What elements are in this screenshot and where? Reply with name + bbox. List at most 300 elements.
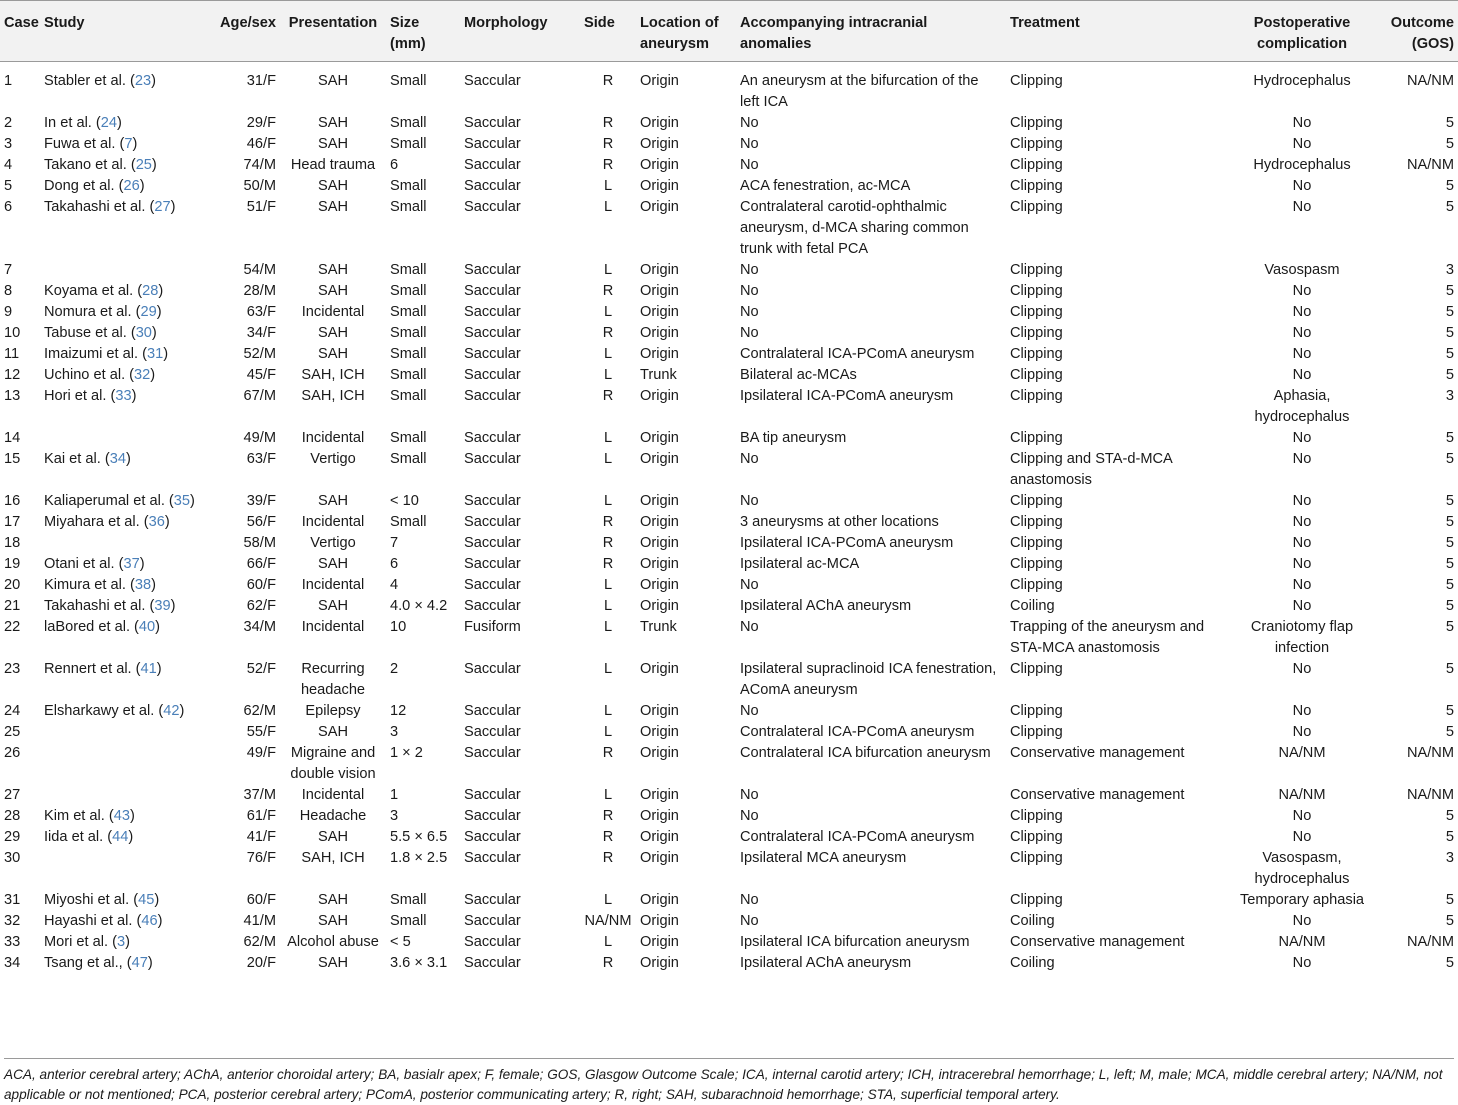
size-cell: Small	[390, 262, 427, 278]
case-cell: 2	[4, 115, 13, 131]
age-cell: 61/F	[246, 808, 276, 824]
side-cell: L	[603, 451, 613, 467]
table-row	[0, 449, 1458, 491]
case-cell: 23	[4, 661, 21, 677]
gos-cell: NA/NM	[1406, 934, 1454, 950]
anom-cell: Ipsilateral AChA aneurysm	[740, 955, 912, 971]
anom-cell: No	[740, 493, 759, 509]
pres-cell: Recurring headache	[300, 661, 366, 698]
treat-cell: Clipping and STA-d-MCA anastomosis	[1010, 451, 1172, 488]
morph-cell: Saccular	[464, 283, 521, 299]
treat-cell: Clipping	[1010, 157, 1063, 173]
age-cell: 46/F	[246, 136, 276, 152]
size-cell: Small	[390, 73, 427, 89]
table-row	[0, 827, 1458, 848]
size-cell: Small	[390, 388, 427, 404]
table-row	[0, 701, 1458, 722]
reference-link[interactable]: 23	[134, 73, 152, 89]
anom-cell: Ipsilateral ICA-PComA aneurysm	[740, 535, 954, 551]
size-cell: < 10	[390, 493, 419, 509]
study-cell: Nomura et al. (29)	[44, 304, 162, 320]
anom-cell: 3 aneurysms at other locations	[740, 514, 939, 530]
treat-cell: Clipping	[1010, 724, 1063, 740]
case-cell: 9	[4, 304, 13, 320]
comp-cell: No	[1292, 367, 1312, 383]
comp-cell: No	[1292, 136, 1312, 152]
anom-cell: ACA fenestration, ac-MCA	[740, 178, 911, 194]
comp-cell: No	[1292, 598, 1312, 614]
gos-cell: 5	[1445, 199, 1454, 215]
gos-cell: 5	[1445, 136, 1454, 152]
comp-cell: No	[1292, 535, 1312, 551]
side-cell: L	[603, 703, 613, 719]
morph-cell: Saccular	[464, 514, 521, 530]
age-cell: 66/F	[246, 556, 276, 572]
treat-cell: Clipping	[1010, 304, 1063, 320]
study-name: Hori et al.	[44, 388, 107, 404]
anom-cell: Contralateral ICA-PComA aneurysm	[740, 724, 975, 740]
loc-cell: Origin	[640, 556, 679, 572]
comp-cell: NA/NM	[1278, 934, 1326, 950]
comp-cell: Vasospasm	[1264, 262, 1340, 278]
case-cell: 32	[4, 913, 21, 929]
loc-cell: Origin	[640, 808, 679, 824]
morph-cell: Saccular	[464, 934, 521, 950]
morph-cell: Saccular	[464, 178, 521, 194]
loc-cell: Origin	[640, 787, 679, 803]
reference-link[interactable]: 41	[140, 661, 157, 677]
pres-cell: SAH	[317, 598, 348, 614]
anom-cell: Bilateral ac-MCAs	[740, 367, 857, 383]
case-cell: 1	[4, 73, 13, 89]
side-cell: L	[603, 346, 613, 362]
gos-cell: 5	[1445, 304, 1454, 320]
study-name: Takano et al.	[44, 157, 127, 173]
comp-cell: Temporary aphasia	[1239, 892, 1365, 908]
side-cell: L	[603, 724, 613, 740]
case-cell: 15	[4, 451, 21, 467]
table-row	[0, 344, 1458, 365]
side-cell: R	[602, 136, 614, 152]
gos-cell: 5	[1445, 577, 1454, 593]
table-footnote: ACA, anterior cerebral artery; AChA, anterior choroidal artery; BA, basialr apex; F, female; GOS, Glasgow Outcome Scale; ICA, internal carotid artery; ICH, intracerebral hemorrhage; L, left; M, male; MCA, middle cerebral artery; NA/NM, not applicable or not mentioned; PCA, posterior cerebral artery; PComA, posterior communicating artery; R, right; SAH, subarachnoid hemorrhage; STA, superficial temporal artery.	[4, 1058, 1454, 1105]
treat-cell: Coiling	[1010, 913, 1055, 929]
reference-link[interactable]: 7	[124, 136, 133, 152]
study-name: Elsharkawy et al.	[44, 703, 155, 719]
header-cell: Treatment	[1006, 1, 1234, 62]
age-cell: 74/M	[243, 157, 276, 173]
reference-link[interactable]: 38	[134, 577, 152, 593]
treat-cell: Clipping	[1010, 535, 1063, 551]
morph-cell: Saccular	[464, 136, 521, 152]
anom-cell: No	[740, 808, 759, 824]
case-cell: 19	[4, 556, 21, 572]
comp-cell: No	[1292, 346, 1312, 362]
age-cell: 34/M	[243, 619, 276, 635]
comp-cell: No	[1292, 955, 1312, 971]
side-cell: L	[603, 178, 613, 194]
anom-cell: No	[740, 703, 759, 719]
side-cell: L	[603, 577, 613, 593]
age-cell: 49/F	[246, 745, 276, 761]
study-cell: Rennert et al. (41)	[44, 661, 162, 677]
case-cell: 13	[4, 388, 21, 404]
anom-cell: No	[740, 262, 759, 278]
age-cell: 20/F	[246, 955, 276, 971]
header-cell: Side	[580, 1, 636, 62]
anom-cell: No	[740, 304, 759, 320]
age-cell: 52/M	[243, 346, 276, 362]
reference-link[interactable]: 46	[141, 913, 158, 929]
size-cell: 6	[390, 157, 399, 173]
loc-cell: Origin	[640, 346, 679, 362]
morph-cell: Saccular	[464, 598, 521, 614]
reference-link[interactable]: 45	[138, 892, 155, 908]
loc-cell: Origin	[640, 115, 679, 131]
treat-cell: Clipping	[1010, 556, 1063, 572]
loc-cell: Trunk	[640, 619, 677, 635]
table-row	[0, 113, 1458, 134]
treat-cell: Coiling	[1010, 598, 1055, 614]
reference-link[interactable]: 26	[123, 178, 140, 194]
table-row	[0, 932, 1458, 953]
table-row	[0, 848, 1458, 890]
treat-cell: Clipping	[1010, 514, 1063, 530]
age-cell: 56/F	[246, 514, 276, 530]
study-name: Tabuse et al.	[44, 325, 127, 341]
treat-cell: Clipping	[1010, 808, 1063, 824]
treat-cell: Clipping	[1010, 850, 1063, 866]
reference-link[interactable]: 29	[140, 304, 157, 320]
reference-link[interactable]: 32	[134, 367, 151, 383]
case-cell: 16	[4, 493, 21, 509]
reference-link[interactable]: 31	[147, 346, 164, 362]
pres-cell: Alcohol abuse	[287, 934, 379, 950]
treat-cell: Conservative management	[1010, 934, 1185, 950]
loc-cell: Origin	[640, 892, 679, 908]
gos-cell: 5	[1445, 367, 1454, 383]
age-cell: 50/M	[243, 178, 276, 194]
comp-cell: No	[1292, 493, 1312, 509]
side-cell: R	[602, 535, 614, 551]
reference-link[interactable]: 25	[135, 157, 152, 173]
morph-cell: Saccular	[464, 346, 521, 362]
size-cell: Small	[390, 514, 427, 530]
pres-cell: Incidental	[301, 304, 365, 320]
header-cell: Postoperative complication	[1234, 1, 1370, 62]
pres-cell: SAH	[317, 115, 348, 131]
comp-cell: NA/NM	[1278, 745, 1326, 761]
age-cell: 58/M	[243, 535, 276, 551]
morph-cell: Saccular	[464, 262, 521, 278]
study-cell: Hori et al. (33)	[44, 388, 137, 404]
study-cell: Kimura et al. (38)	[44, 577, 156, 593]
reference-link[interactable]: 43	[113, 808, 130, 824]
morph-cell: Saccular	[464, 724, 521, 740]
loc-cell: Origin	[640, 934, 679, 950]
comp-cell: No	[1292, 304, 1312, 320]
loc-cell: Origin	[640, 388, 679, 404]
pres-cell: SAH	[317, 136, 348, 152]
size-cell: Small	[390, 136, 427, 152]
anom-cell: Contralateral ICA bifurcation aneurysm	[740, 745, 991, 761]
morph-cell: Saccular	[464, 703, 521, 719]
case-cell: 18	[4, 535, 21, 551]
pres-cell: Migraine and double vision	[290, 745, 376, 782]
study-cell: Stabler et al. (23)	[44, 73, 156, 89]
case-cell: 26	[4, 745, 21, 761]
table-row	[0, 890, 1458, 911]
study-name: Mori et al.	[44, 934, 109, 950]
size-cell: 6	[390, 556, 399, 572]
comp-cell: Hydrocephalus	[1253, 157, 1351, 173]
loc-cell: Origin	[640, 598, 679, 614]
gos-cell: 5	[1445, 514, 1454, 530]
study-name: Takahashi et al.	[44, 199, 146, 215]
table-row	[0, 323, 1458, 344]
header-cell: Size (mm)	[386, 1, 460, 62]
table-row	[0, 62, 1458, 114]
table-row	[0, 512, 1458, 533]
age-cell: 63/F	[246, 451, 276, 467]
morph-cell: Saccular	[464, 892, 521, 908]
size-cell: 3	[390, 724, 399, 740]
study-cell: Dong et al. (26)	[44, 178, 145, 194]
pres-cell: SAH, ICH	[301, 388, 365, 404]
study-cell: Otani et al. (37)	[44, 556, 145, 572]
header-cell: Outcome (GOS)	[1370, 1, 1458, 62]
reference-link[interactable]: 33	[115, 388, 132, 404]
side-cell: R	[602, 325, 614, 341]
comp-cell: No	[1292, 325, 1312, 341]
morph-cell: Saccular	[464, 745, 521, 761]
case-cell: 17	[4, 514, 21, 530]
morph-cell: Saccular	[464, 115, 521, 131]
size-cell: Small	[390, 451, 427, 467]
reference-link[interactable]: 3	[117, 934, 126, 950]
reference-link[interactable]: 42	[163, 703, 180, 719]
study-cell: Iida et al. (44)	[44, 829, 134, 845]
table-row	[0, 386, 1458, 428]
size-cell: < 5	[390, 934, 411, 950]
age-cell: 29/F	[246, 115, 276, 131]
gos-cell: 5	[1445, 451, 1454, 467]
loc-cell: Origin	[640, 514, 679, 530]
morph-cell: Saccular	[464, 787, 521, 803]
loc-cell: Origin	[640, 745, 679, 761]
study-name: Dong et al.	[44, 178, 115, 194]
treat-cell: Conservative management	[1010, 745, 1185, 761]
comp-cell: Hydrocephalus	[1253, 73, 1351, 89]
gos-cell: 5	[1445, 178, 1454, 194]
table-row	[0, 176, 1458, 197]
morph-cell: Saccular	[464, 325, 521, 341]
case-cell: 12	[4, 367, 21, 383]
loc-cell: Origin	[640, 430, 679, 446]
table-row	[0, 953, 1458, 974]
morph-cell: Saccular	[464, 388, 521, 404]
gos-cell: 5	[1445, 703, 1454, 719]
size-cell: Small	[390, 346, 427, 362]
size-cell: Small	[390, 199, 427, 215]
treat-cell: Coiling	[1010, 955, 1055, 971]
comp-cell: Vasospasm, hydrocephalus	[1254, 850, 1350, 887]
comp-cell: No	[1292, 808, 1312, 824]
side-cell: R	[602, 850, 614, 866]
table-row	[0, 554, 1458, 575]
loc-cell: Origin	[640, 661, 679, 677]
size-cell: 1.8 × 2.5	[390, 850, 448, 866]
study-cell: Fuwa et al. (7)	[44, 136, 138, 152]
header-cell: Location of aneurysm	[636, 1, 736, 62]
gos-cell: 3	[1445, 388, 1454, 404]
study-name: Stabler et al.	[44, 73, 126, 89]
size-cell: 5.5 × 6.5	[390, 829, 448, 845]
side-cell: R	[602, 157, 614, 173]
size-cell: 2	[390, 661, 399, 677]
case-cell: 11	[4, 346, 20, 362]
reference-link[interactable]: 30	[135, 325, 152, 341]
age-cell: 31/F	[246, 73, 276, 89]
anom-cell: Ipsilateral MCA aneurysm	[740, 850, 907, 866]
study-cell: Tsang et al., (47)	[44, 955, 153, 971]
study-name: laBored et al.	[44, 619, 130, 635]
study-cell	[40, 260, 210, 281]
gos-cell: 5	[1445, 556, 1454, 572]
table-row	[0, 575, 1458, 596]
pres-cell: Vertigo	[310, 451, 356, 467]
study-cell: Takahashi et al. (27)	[44, 199, 176, 215]
study-cell: Kai et al. (34)	[44, 451, 131, 467]
morph-cell: Saccular	[464, 493, 521, 509]
case-cell: 29	[4, 829, 21, 845]
gos-cell: 3	[1445, 850, 1454, 866]
gos-cell: 3	[1445, 262, 1454, 278]
table-row	[0, 533, 1458, 554]
pres-cell: SAH	[317, 829, 348, 845]
pres-cell: SAH	[317, 199, 348, 215]
reference-link[interactable]: 35	[173, 493, 191, 509]
comp-cell: No	[1292, 430, 1312, 446]
table-row	[0, 911, 1458, 932]
case-cell: 7	[4, 262, 13, 278]
case-cell: 8	[4, 283, 13, 299]
study-name: In et al.	[44, 115, 92, 131]
age-cell: 49/M	[243, 430, 276, 446]
size-cell: Small	[390, 115, 427, 131]
reference-link[interactable]: 27	[154, 199, 171, 215]
anom-cell: No	[740, 115, 759, 131]
table-row	[0, 365, 1458, 386]
loc-cell: Trunk	[640, 367, 677, 383]
morph-cell: Saccular	[464, 199, 521, 215]
age-cell: 62/M	[243, 934, 276, 950]
side-cell: L	[603, 934, 613, 950]
pres-cell: SAH	[317, 73, 348, 89]
loc-cell: Origin	[640, 283, 679, 299]
reference-link[interactable]: 47	[131, 955, 148, 971]
anom-cell: Ipsilateral AChA aneurysm	[740, 598, 912, 614]
gos-cell: 5	[1445, 913, 1454, 929]
treat-cell: Clipping	[1010, 115, 1063, 131]
treat-cell: Clipping	[1010, 199, 1063, 215]
anom-cell: No	[740, 787, 759, 803]
study-name: Otani et al.	[44, 556, 115, 572]
size-cell: Small	[390, 913, 427, 929]
treat-cell: Clipping	[1010, 388, 1063, 404]
side-cell: R	[602, 514, 614, 530]
treat-cell: Clipping	[1010, 892, 1063, 908]
comp-cell: Craniotomy flap infection	[1250, 619, 1354, 656]
side-cell: L	[603, 430, 613, 446]
treat-cell: Clipping	[1010, 178, 1063, 194]
case-cell: 34	[4, 955, 21, 971]
side-cell: L	[603, 892, 613, 908]
morph-cell: Saccular	[464, 556, 521, 572]
age-cell: 54/M	[243, 262, 276, 278]
loc-cell: Origin	[640, 850, 679, 866]
age-cell: 28/M	[243, 283, 276, 299]
table-row	[0, 659, 1458, 701]
morph-cell: Saccular	[464, 73, 521, 89]
side-cell: L	[603, 493, 613, 509]
anom-cell: No	[740, 892, 759, 908]
loc-cell: Origin	[640, 325, 679, 341]
size-cell: 1	[390, 787, 399, 803]
reference-link[interactable]: 39	[154, 598, 171, 614]
loc-cell: Origin	[640, 451, 679, 467]
loc-cell: Origin	[640, 199, 679, 215]
treat-cell: Clipping	[1010, 73, 1063, 89]
study-cell: Uchino et al. (32)	[44, 367, 156, 383]
reference-link[interactable]: 40	[138, 619, 156, 635]
reference-link[interactable]: 37	[123, 556, 140, 572]
morph-cell: Saccular	[464, 157, 521, 173]
study-name: Tsang et al.,	[44, 955, 123, 971]
side-cell: R	[602, 115, 614, 131]
case-cell: 4	[4, 157, 13, 173]
morph-cell: Saccular	[464, 913, 521, 929]
reference-link[interactable]: 44	[112, 829, 129, 845]
loc-cell: Origin	[640, 724, 679, 740]
reference-link[interactable]: 34	[109, 451, 126, 467]
reference-link[interactable]: 28	[142, 283, 159, 299]
reference-link[interactable]: 24	[100, 115, 118, 131]
side-cell: R	[602, 388, 614, 404]
age-cell: 63/F	[246, 304, 276, 320]
comp-cell: No	[1292, 913, 1312, 929]
study-cell	[40, 848, 210, 890]
loc-cell: Origin	[640, 829, 679, 845]
study-cell: Imaizumi et al. (31)	[44, 346, 169, 362]
anom-cell: Contralateral carotid-ophthalmic aneurysm, d-MCA sharing common trunk with fetal PCA	[740, 199, 969, 257]
case-cell: 31	[4, 892, 21, 908]
anom-cell: No	[740, 283, 759, 299]
reference-link[interactable]: 36	[148, 514, 165, 530]
morph-cell: Saccular	[464, 577, 521, 593]
header-row	[0, 1, 1458, 62]
gos-cell: 5	[1445, 325, 1454, 341]
pres-cell: Head trauma	[290, 157, 376, 173]
pres-cell: Vertigo	[310, 535, 356, 551]
loc-cell: Origin	[640, 535, 679, 551]
loc-cell: Origin	[640, 73, 679, 89]
pres-cell: SAH	[317, 325, 348, 341]
morph-cell: Saccular	[464, 367, 521, 383]
study-cell: Tabuse et al. (30)	[44, 325, 157, 341]
table-row	[0, 491, 1458, 512]
comp-cell: No	[1292, 178, 1312, 194]
